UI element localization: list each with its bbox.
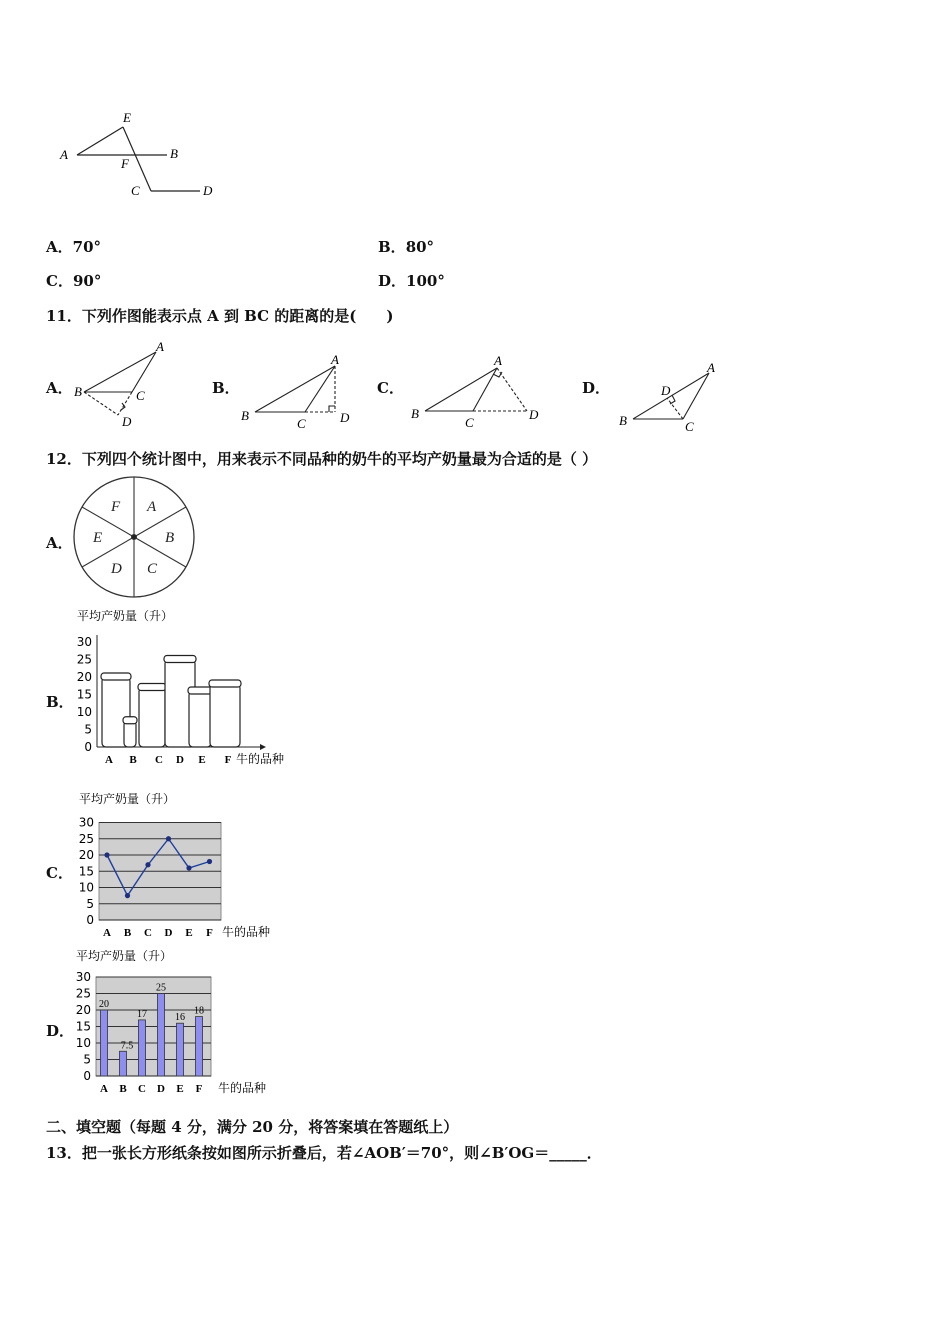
option-text: 100° bbox=[406, 272, 445, 290]
y-tick-label: 20 bbox=[78, 848, 94, 862]
x-tick-label: E bbox=[185, 927, 193, 939]
q10-option-c[interactable] bbox=[46, 270, 101, 291]
bar-value-label: 20 bbox=[99, 999, 109, 1010]
data-point-c bbox=[145, 862, 150, 867]
x-axis-arrow bbox=[260, 744, 266, 750]
option-text: 70° bbox=[72, 238, 102, 256]
q12-line-chart bbox=[72, 793, 302, 943]
y-tick-label: 5 bbox=[84, 722, 92, 737]
data-point-f bbox=[207, 859, 212, 864]
question-text: 把一张长方形纸条按如图所示折叠后，若∠AOB′＝70°，则∠B′OG＝_____． bbox=[81, 1144, 602, 1162]
point-e-label: E bbox=[123, 110, 131, 125]
point-b-label: B bbox=[170, 146, 178, 161]
jar-lid bbox=[138, 684, 166, 691]
bar-value-label: 7.5 bbox=[120, 1040, 134, 1052]
q10-option-b[interactable] bbox=[378, 236, 434, 257]
jar-lid bbox=[101, 673, 131, 680]
q12-pictograph-chart bbox=[72, 610, 302, 770]
y-tick-label: 0 bbox=[84, 740, 92, 754]
x-tick-label: B bbox=[123, 927, 132, 939]
q11-option-a[interactable]: A． bbox=[46, 379, 73, 397]
q11-option-b[interactable]: B． bbox=[212, 379, 240, 397]
pie-label-a: A bbox=[147, 498, 157, 515]
jar-lid bbox=[123, 717, 137, 724]
x-axis-title: 牛的品种 bbox=[222, 925, 271, 939]
x-tick-label: A bbox=[100, 1083, 108, 1095]
point-c-label: C bbox=[131, 183, 140, 198]
point-d-label: D bbox=[203, 183, 213, 198]
q11-figure-d bbox=[615, 355, 730, 435]
jar-f bbox=[210, 684, 240, 747]
question-text: 下列作图能表示点 A 到 BC 的距离的是( ) bbox=[81, 307, 394, 325]
bar-f bbox=[196, 1017, 203, 1076]
x-tick-label: D bbox=[176, 754, 184, 766]
line-ae bbox=[77, 127, 123, 155]
q12-option-b[interactable]: B． bbox=[46, 693, 74, 711]
jar-e bbox=[189, 691, 211, 747]
x-tick-label: A bbox=[103, 927, 111, 939]
data-point-d bbox=[166, 836, 171, 841]
x-tick-label: F bbox=[195, 1083, 203, 1095]
point-c-label: C bbox=[297, 416, 306, 431]
option-letter: C． bbox=[46, 272, 73, 290]
x-axis-title: 牛的品种 bbox=[218, 1081, 267, 1095]
y-tick-label: 15 bbox=[78, 864, 94, 879]
option-letter: D． bbox=[378, 272, 407, 290]
y-tick-label: 5 bbox=[83, 1052, 91, 1067]
y-axis-title: 平均产奶量（升） bbox=[77, 610, 174, 623]
point-a-label: A bbox=[707, 360, 715, 375]
x-tick-label: C bbox=[144, 927, 152, 939]
x-tick-label: C bbox=[138, 1083, 146, 1095]
y-tick-label: 15 bbox=[76, 687, 92, 702]
q13-stem bbox=[46, 1142, 602, 1163]
y-tick-label: 30 bbox=[76, 635, 92, 649]
q11-stem bbox=[46, 305, 394, 326]
point-d-label: D bbox=[122, 414, 132, 429]
question-number: 12． bbox=[46, 450, 82, 468]
q11-figure-b bbox=[235, 348, 360, 433]
option-letter: A． bbox=[46, 238, 73, 256]
question-text: 下列四个统计图中，用来表示不同品种的奶牛的平均产奶量最为合适的是（ ） bbox=[81, 450, 598, 468]
point-a-label: A bbox=[494, 353, 502, 368]
y-tick-label: 15 bbox=[75, 1019, 91, 1034]
x-tick-label: E bbox=[176, 1083, 184, 1095]
point-b-label: B bbox=[411, 406, 419, 421]
jar-lid bbox=[164, 656, 196, 663]
point-a-label: A bbox=[156, 340, 164, 354]
point-b-label: B bbox=[241, 408, 249, 423]
bar-d bbox=[158, 994, 165, 1077]
point-c-label: C bbox=[685, 419, 694, 434]
data-point-a bbox=[104, 852, 109, 857]
point-d-label: D bbox=[340, 410, 350, 425]
y-tick-label: 20 bbox=[76, 670, 92, 684]
x-tick-label: A bbox=[105, 754, 113, 766]
q12-option-a[interactable]: A． bbox=[46, 534, 73, 552]
pie-label-c: C bbox=[147, 561, 158, 578]
point-f-label: F bbox=[121, 156, 129, 171]
x-tick-label: D bbox=[164, 927, 173, 939]
pie-center bbox=[132, 535, 137, 540]
y-tick-label: 25 bbox=[75, 986, 91, 1001]
pie-label-b: B bbox=[165, 530, 175, 546]
bar-value-label: 17 bbox=[137, 1008, 147, 1020]
y-tick-label: 10 bbox=[75, 1036, 91, 1050]
question-number: 13． bbox=[46, 1144, 82, 1162]
y-tick-label: 30 bbox=[75, 970, 91, 984]
bar-value-label: 16 bbox=[175, 1012, 185, 1024]
point-a-label: A bbox=[331, 352, 339, 367]
jar-lid bbox=[188, 687, 212, 694]
x-tick-label: C bbox=[155, 754, 163, 766]
y-axis-title: 平均产奶量（升） bbox=[76, 950, 173, 963]
q12-pie-chart bbox=[70, 475, 200, 600]
point-d-label: D bbox=[661, 383, 671, 398]
x-tick-label: B bbox=[129, 754, 137, 766]
x-tick-label: F bbox=[224, 754, 232, 766]
x-tick-label: D bbox=[157, 1083, 165, 1095]
option-text: 90° bbox=[72, 272, 102, 290]
y-tick-label: 20 bbox=[75, 1003, 91, 1017]
y-tick-label: 10 bbox=[76, 705, 92, 719]
q12-stem bbox=[46, 448, 597, 469]
option-text: 80° bbox=[405, 238, 435, 256]
point-c-label: C bbox=[465, 415, 474, 430]
point-c-label: C bbox=[136, 388, 145, 403]
bar-c bbox=[139, 1020, 146, 1076]
q10-option-d[interactable] bbox=[378, 270, 445, 291]
question-number: 11． bbox=[46, 307, 82, 325]
bar-value-label: 18 bbox=[194, 1005, 204, 1017]
q10-option-a[interactable] bbox=[46, 236, 101, 257]
y-tick-label: 25 bbox=[76, 652, 92, 667]
y-tick-label: 0 bbox=[86, 913, 94, 927]
x-axis-title: 牛的品种 bbox=[236, 752, 285, 766]
y-tick-label: 25 bbox=[78, 831, 94, 846]
x-tick-label: F bbox=[206, 927, 213, 939]
q10-figure bbox=[55, 105, 225, 205]
pie-label-f: F bbox=[111, 498, 121, 515]
y-tick-label: 5 bbox=[86, 896, 94, 911]
y-tick-label: 30 bbox=[78, 815, 94, 830]
bar-value-label: 25 bbox=[156, 982, 166, 994]
y-axis-title: 平均产奶量（升） bbox=[79, 793, 176, 806]
x-tick-label: E bbox=[198, 754, 206, 766]
jar-c bbox=[139, 688, 165, 748]
option-letter: B． bbox=[378, 238, 406, 256]
q11-option-c[interactable]: C． bbox=[377, 379, 404, 397]
section-heading: 二、填空题（每题 4 分，满分 20 分，将答案填在答题纸上） bbox=[46, 1118, 459, 1136]
point-b-label: B bbox=[619, 413, 627, 428]
jar-b bbox=[124, 721, 136, 747]
jar-lid bbox=[209, 680, 241, 687]
q11-option-d[interactable]: D． bbox=[582, 379, 611, 397]
x-tick-label: B bbox=[119, 1083, 127, 1095]
q12-option-d[interactable]: D． bbox=[46, 1022, 75, 1040]
q12-bar-chart bbox=[72, 950, 302, 1095]
point-d-label: D bbox=[529, 407, 539, 422]
bar-a bbox=[101, 1010, 108, 1076]
data-point-b bbox=[125, 893, 130, 898]
q11-figure-a bbox=[70, 340, 180, 430]
y-tick-label: 10 bbox=[78, 880, 94, 895]
point-a-label: A bbox=[60, 147, 68, 162]
q11-figure-c bbox=[405, 348, 555, 433]
q12-option-c[interactable]: C． bbox=[46, 864, 73, 882]
data-point-e bbox=[186, 865, 191, 870]
y-tick-label: 0 bbox=[83, 1069, 91, 1083]
point-b-label: B bbox=[74, 384, 82, 399]
bar-e bbox=[177, 1023, 184, 1076]
pie-label-d: D bbox=[111, 561, 122, 578]
pie-label-e: E bbox=[93, 530, 103, 546]
bar-b bbox=[120, 1051, 127, 1076]
